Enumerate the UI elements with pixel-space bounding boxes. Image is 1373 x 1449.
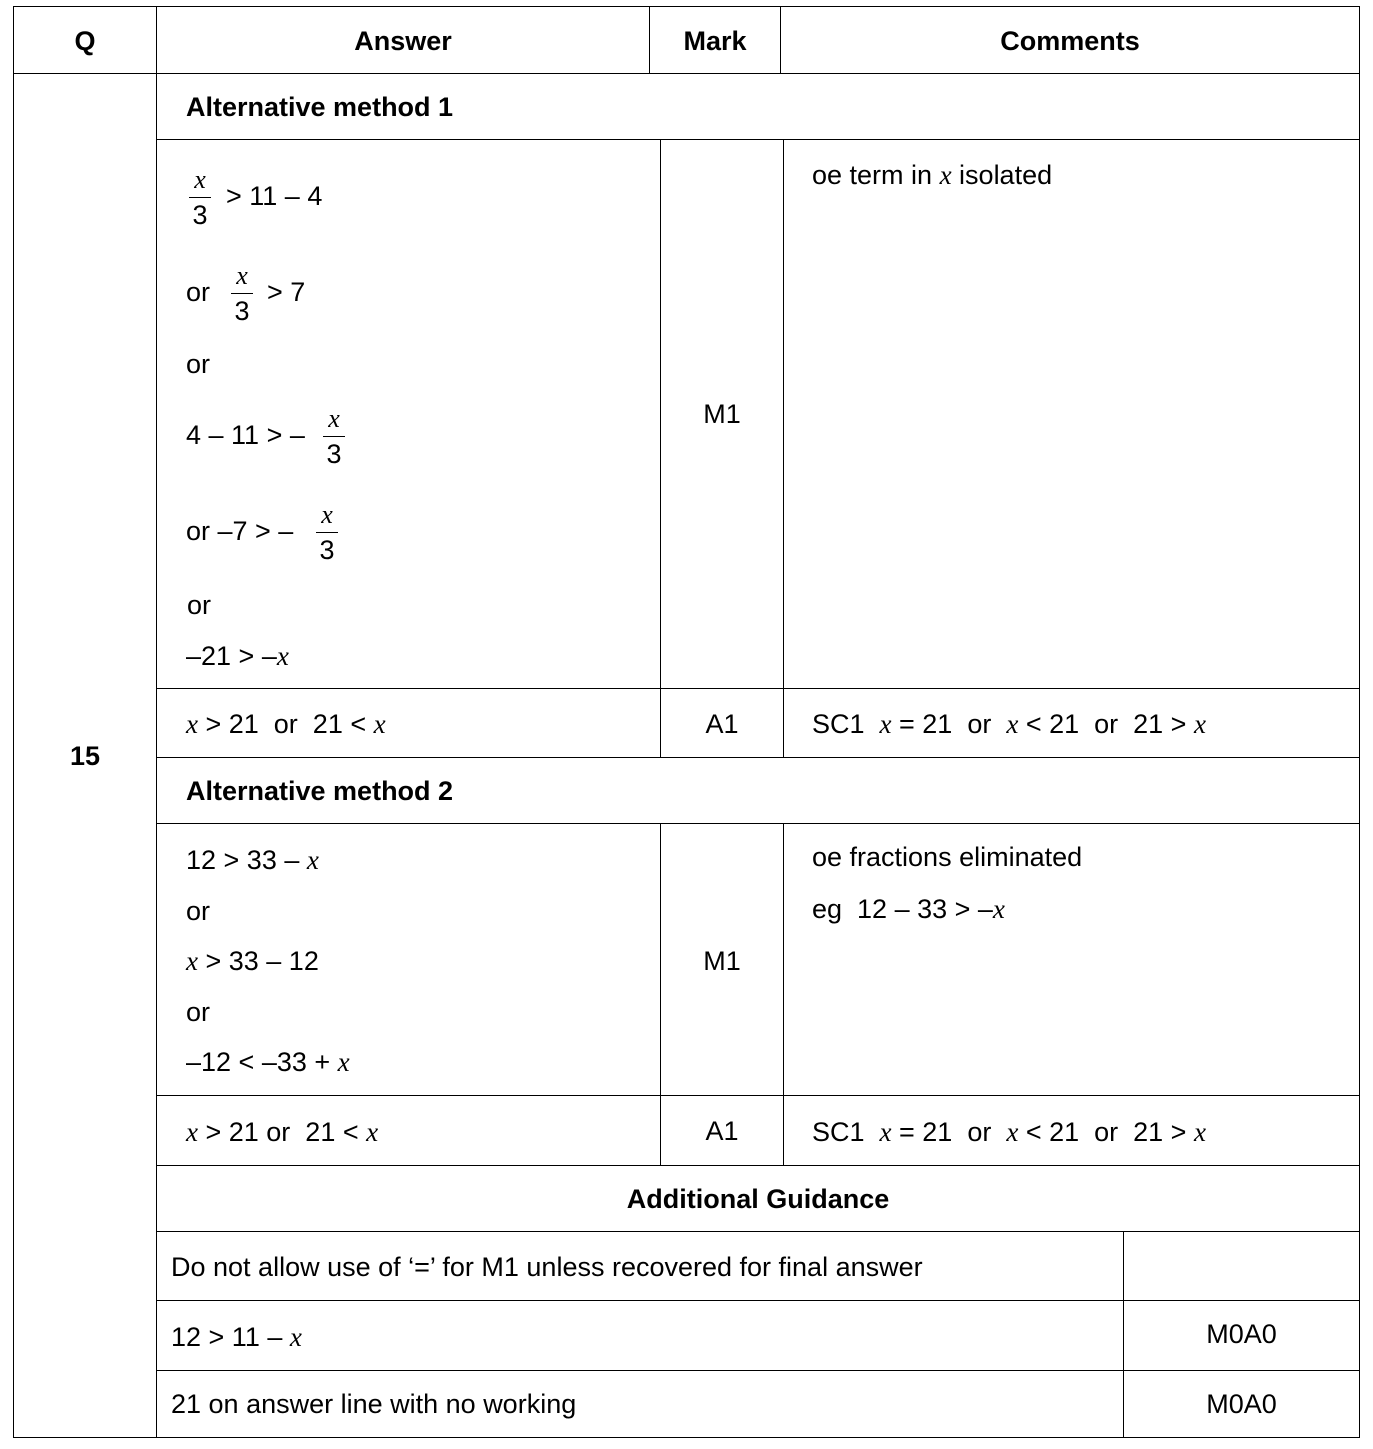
rule — [156, 1095, 1360, 1096]
answer-line: x > 33 – 12 — [186, 946, 319, 976]
answer-line: x > 21 or 21 < x — [186, 1117, 379, 1147]
rule — [156, 1231, 1360, 1232]
rule — [13, 73, 1360, 74]
fraction: x 3 — [189, 167, 211, 229]
or-text: or — [186, 349, 211, 379]
guidance-text: 12 > 11 – x — [171, 1322, 302, 1352]
rule — [783, 823, 784, 1166]
guidance-mark: M0A0 — [1206, 1319, 1277, 1349]
or-text: or — [186, 896, 211, 926]
mark-a1: A1 — [705, 709, 739, 739]
header-mark: Mark — [683, 26, 747, 56]
answer-line: > 11 – 4 — [226, 181, 323, 211]
rule — [13, 1437, 1360, 1438]
rule — [156, 757, 1360, 758]
rule — [156, 823, 1360, 824]
header-answer: Answer — [354, 26, 452, 56]
answer-line: or –7 > – — [186, 516, 294, 546]
rule — [156, 688, 1360, 689]
rule — [783, 139, 784, 758]
header-q: Q — [74, 26, 96, 56]
rule — [13, 6, 1360, 7]
answer-line: –21 > –x — [186, 641, 289, 671]
answer-line: –12 < –33 + x — [186, 1047, 350, 1077]
mark-m1: M1 — [703, 399, 741, 429]
answer-line: > 7 — [267, 277, 306, 307]
fraction: x 3 — [323, 406, 345, 468]
comment: oe term in x isolated — [812, 160, 1053, 190]
or-text: or — [187, 590, 212, 620]
mark-a1: A1 — [705, 1116, 739, 1146]
alt1-title: Alternative method 1 — [186, 92, 454, 122]
or-text: or — [186, 277, 211, 307]
rule — [156, 6, 157, 1438]
guidance-text: Do not allow use of ‘=’ for M1 unless recovered for final answer — [171, 1252, 923, 1282]
rule — [156, 139, 1360, 140]
answer-line: 4 – 11 > – — [186, 420, 305, 450]
rule — [156, 1300, 1360, 1301]
or-text: or — [186, 997, 211, 1027]
answer-line: x > 21 or 21 < x — [186, 709, 386, 739]
fraction: x 3 — [316, 502, 338, 564]
guidance-mark: M0A0 — [1206, 1389, 1277, 1419]
rule — [1359, 6, 1360, 1438]
rule — [156, 1165, 1360, 1166]
guidance-text: 21 on answer line with no working — [171, 1389, 577, 1419]
rule — [156, 1370, 1360, 1371]
rule — [13, 6, 14, 1438]
guidance-title: Additional Guidance — [626, 1184, 890, 1214]
mark-m1: M1 — [703, 946, 741, 976]
comment: SC1 x = 21 or x < 21 or 21 > x — [812, 709, 1206, 739]
question-number: 15 — [69, 741, 101, 771]
comment: oe fractions eliminated — [812, 842, 1083, 872]
rule — [660, 139, 661, 758]
comment: SC1 x = 21 or x < 21 or 21 > x — [812, 1117, 1206, 1147]
alt2-title: Alternative method 2 — [186, 776, 454, 806]
rule — [660, 823, 661, 1166]
fraction: x 3 — [231, 263, 253, 325]
answer-line: 12 > 33 – x — [186, 845, 319, 875]
header-comments: Comments — [1000, 26, 1140, 56]
comment: eg 12 – 33 > –x — [812, 894, 1005, 924]
